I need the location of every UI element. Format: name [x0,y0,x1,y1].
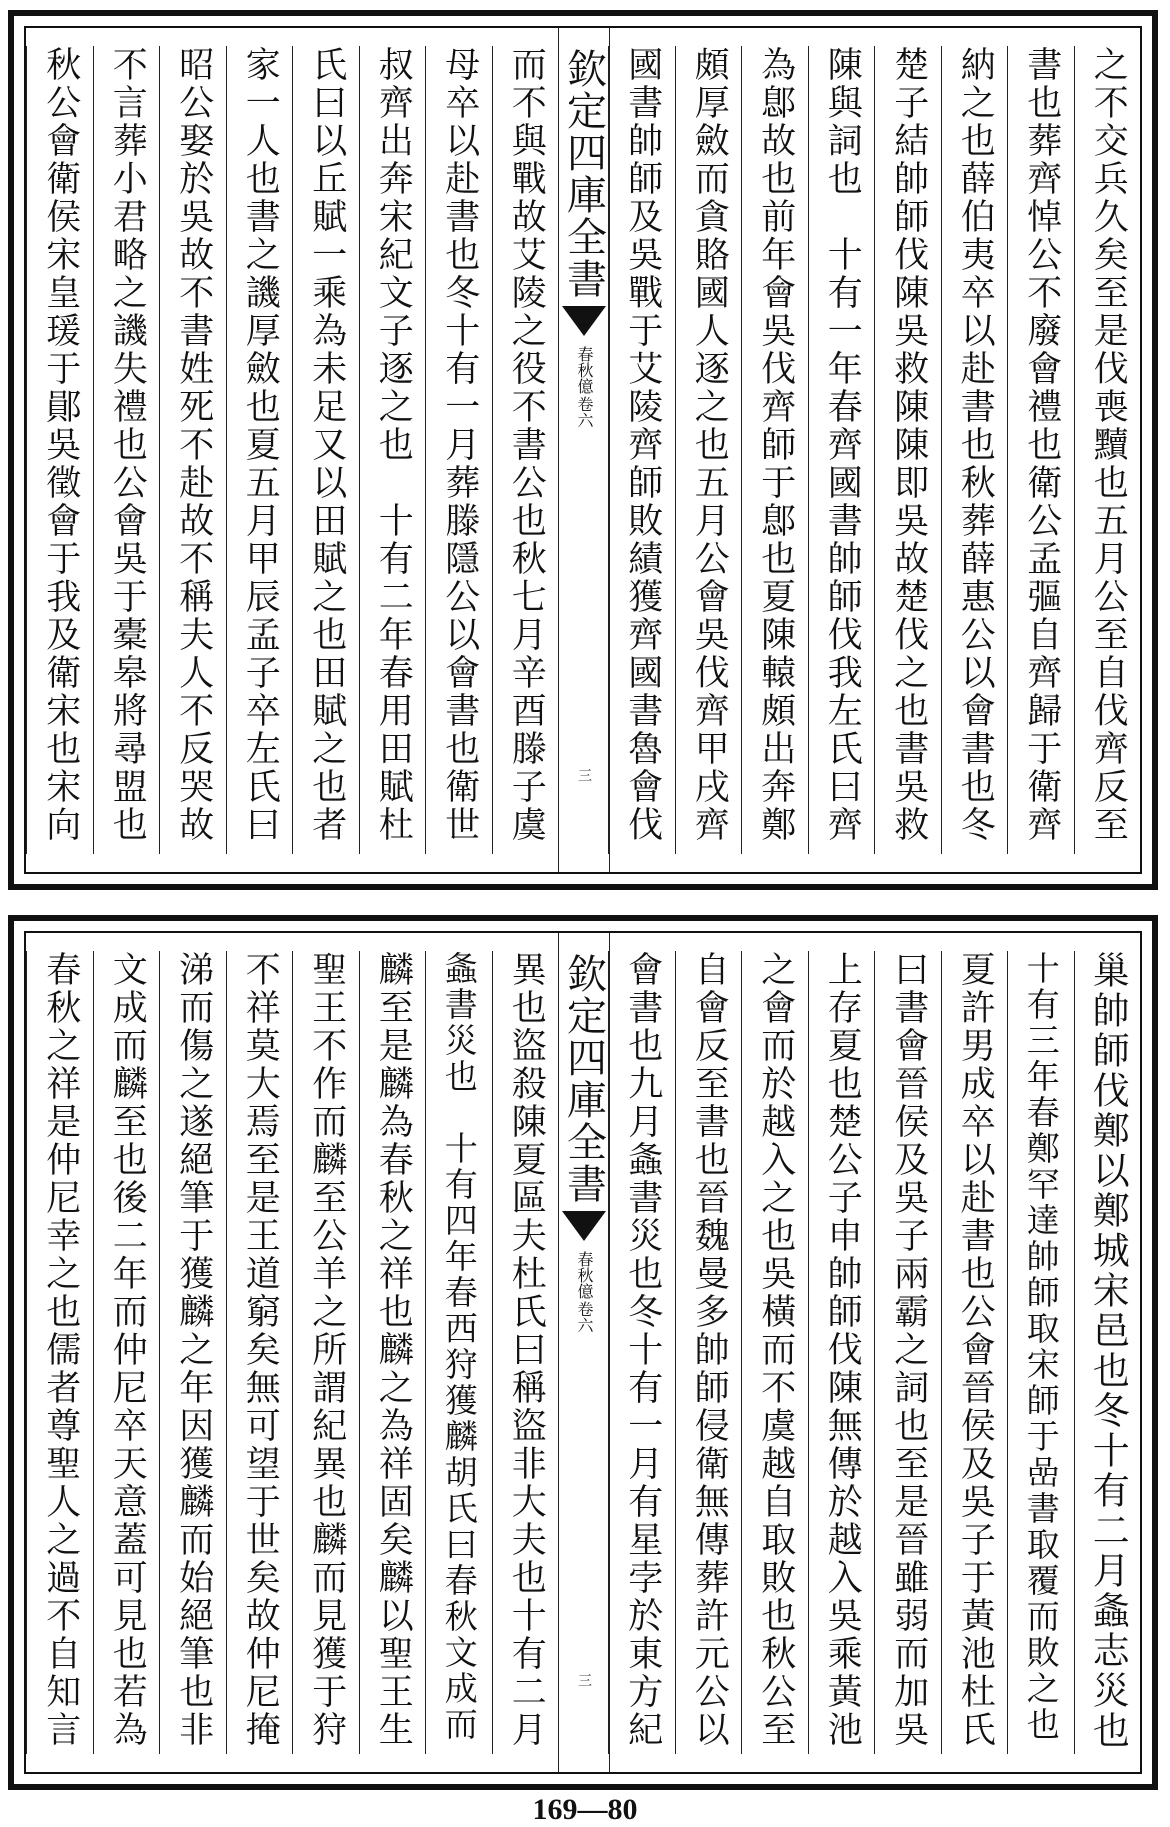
top-column-text: 叔齊出奔宋紀文子逐之也 十有二年春用田賦杜 [373,46,414,844]
top-gutter-volume: 卷六 [575,396,594,428]
bottom-column-text: 不祥莫大焉至是王道窮矣無可望于世矣故仲尼掩 [240,951,281,1749]
bottom-text-column [941,951,1009,1754]
top-column-text: 楚子結帥師伐陳吳救陳陳即吳故楚伐之也書吳救 [888,46,929,844]
bottom-text-column [359,951,427,1754]
bottom-column-text: 十有三年春鄭罕達帥師取宋師于嵒書取覆而敗之也 [1021,951,1061,1743]
top-text-column [292,46,360,854]
top-text-column [492,46,560,854]
top-column-text: 家一人也書之譏厚斂也夏五月甲辰孟子卒左氏曰 [240,46,281,844]
top-column-text: 頗厚斂而貪賂國人逐之也五月公會吳伐齊甲戌齊 [689,46,730,844]
top-text-column [159,46,227,854]
bottom-text-column [608,951,676,1754]
bottom-text-column [808,951,876,1754]
bottom-text-column [675,951,743,1754]
top-text-column [93,46,161,854]
top-column-text: 納之也薛伯夷卒以赴書也秋葬薛惠公以會書也冬 [955,46,996,844]
top-column-text: 氏曰以丘賦一乘為未足又以田賦之也田賦之也者 [306,46,347,844]
bottom-column-text: 自會反至書也晉魏曼多帥師侵衛無傳葬許元公以 [689,951,730,1749]
top-text-column [226,46,294,854]
bottom-column-text: 夏許男成卒以赴書也公會晉侯及吳子于黃池杜氏 [955,951,996,1749]
top-text-column [1007,46,1075,854]
top-text-column [26,46,94,854]
bottom-text-column [159,951,227,1754]
top-column-text: 昭公娶於吳故不書姓死不赴故不稱夫人不反哭故 [173,46,214,844]
bottom-column-text: 螽書災也 十有四年春西狩獲麟胡氏曰春秋文成而 [439,951,479,1743]
top-gutter-title: 欽定四庫全書 [560,48,607,300]
bottom-text-column [874,951,942,1754]
bottom-text-column [425,951,493,1754]
bottom-gutter-folio: 三 [576,1673,592,1687]
top-text-column [741,46,809,854]
bottom-column-text: 上存夏也楚公子申帥師伐陳無傳於越入吳乘黃池 [822,951,863,1749]
bottom-gutter-book: 春秋億 [575,1251,594,1299]
top-column-text: 國書帥師及吳戰于艾陵齊師敗績獲齊國書魯會伐 [622,46,663,844]
top-gutter-book: 春秋億 [575,346,594,394]
top-text-column [808,46,876,854]
bottom-text-column [492,951,560,1754]
bottom-text-column [26,951,94,1754]
top-text-column [941,46,1009,854]
bottom-gutter-volume: 卷六 [575,1301,594,1333]
bottom-text-column [1074,951,1142,1754]
fishtail-mark-icon [562,1211,606,1241]
top-text-column [425,46,493,854]
bottom-text-column [226,951,294,1754]
bottom-column-text: 春秋之祥是仲尼幸之也儒者尊聖人之過不自知言 [40,951,81,1749]
page-number: 169—80 [532,1793,638,1826]
fishtail-mark-icon [562,306,606,336]
bottom-page-frame [24,931,1142,1774]
bottom-column-text: 異也盜殺陳夏區夫杜氏曰稱盜非大夫也十有二月 [506,951,547,1749]
bottom-column-text: 巢帥師伐鄭以鄭城宋邑也冬十有二月螽志災也 [1086,951,1130,1751]
bottom-center-gutter [558,933,610,1772]
top-center-gutter [558,28,610,872]
top-text-column [675,46,743,854]
bottom-column-text: 麟至是麟為春秋之祥也麟之為祥固矣麟以聖王生 [373,951,414,1749]
bottom-column-text: 曰書會晉侯及吳子兩霸之詞也至是晉雖弱而加吳 [888,951,929,1749]
top-gutter-folio: 三 [576,768,592,782]
bottom-text-column [741,951,809,1754]
top-column-text: 秋公會衛侯宋皇瑗于鄖吳徵會于我及衛宋也宋向 [40,46,81,844]
top-column-text: 書也葬齊悼公不廢會禮也衛公孟彄自齊歸于衛齊 [1021,46,1062,844]
bottom-text-column [1007,951,1075,1754]
bottom-text-column [292,951,360,1754]
bottom-column-text: 會書也九月螽書災也冬十有一月有星孛於東方紀 [622,951,663,1749]
top-text-column [874,46,942,854]
bottom-column-text: 涕而傷之遂絕筆于獲麟之年因獲麟而始絕筆也非 [173,951,214,1749]
bottom-gutter-title: 欽定四庫全書 [560,953,607,1205]
top-text-column [359,46,427,854]
top-column-text: 母卒以赴書也冬十有一月葬滕隱公以會書也衛世 [439,46,480,844]
bottom-column-text: 文成而麟至也後二年而仲尼卒天意蓋可見也若為 [107,951,148,1749]
top-page-panel [8,10,1158,890]
top-text-column [608,46,676,854]
top-column-text: 為鄎故也前年會吳伐齊師于鄎也夏陳轅頗出奔鄭 [755,46,796,844]
top-page-frame [24,26,1142,874]
bottom-column-text: 之會而於越入之也吳橫而不虞越自取敗也秋公至 [755,951,796,1749]
top-column-text: 而不與戰故艾陵之役不書公也秋七月辛酉滕子虞 [506,46,547,844]
bottom-text-column [93,951,161,1754]
top-text-column [1074,46,1142,854]
bottom-column-text: 聖王不作而麟至公羊之所謂紀異也麟而見獲于狩 [306,951,347,1749]
top-column-text: 陳與詞也 十有一年春齊國書帥師伐我左氏曰齊 [822,46,863,844]
bottom-page-panel [8,915,1158,1790]
top-column-text: 不言葬小君略之譏失禮也公會吳于橐皋將尋盟也 [107,46,148,844]
top-column-text: 之不交兵久矣至是伐喪黷也五月公至自伐齊反至 [1088,46,1129,844]
